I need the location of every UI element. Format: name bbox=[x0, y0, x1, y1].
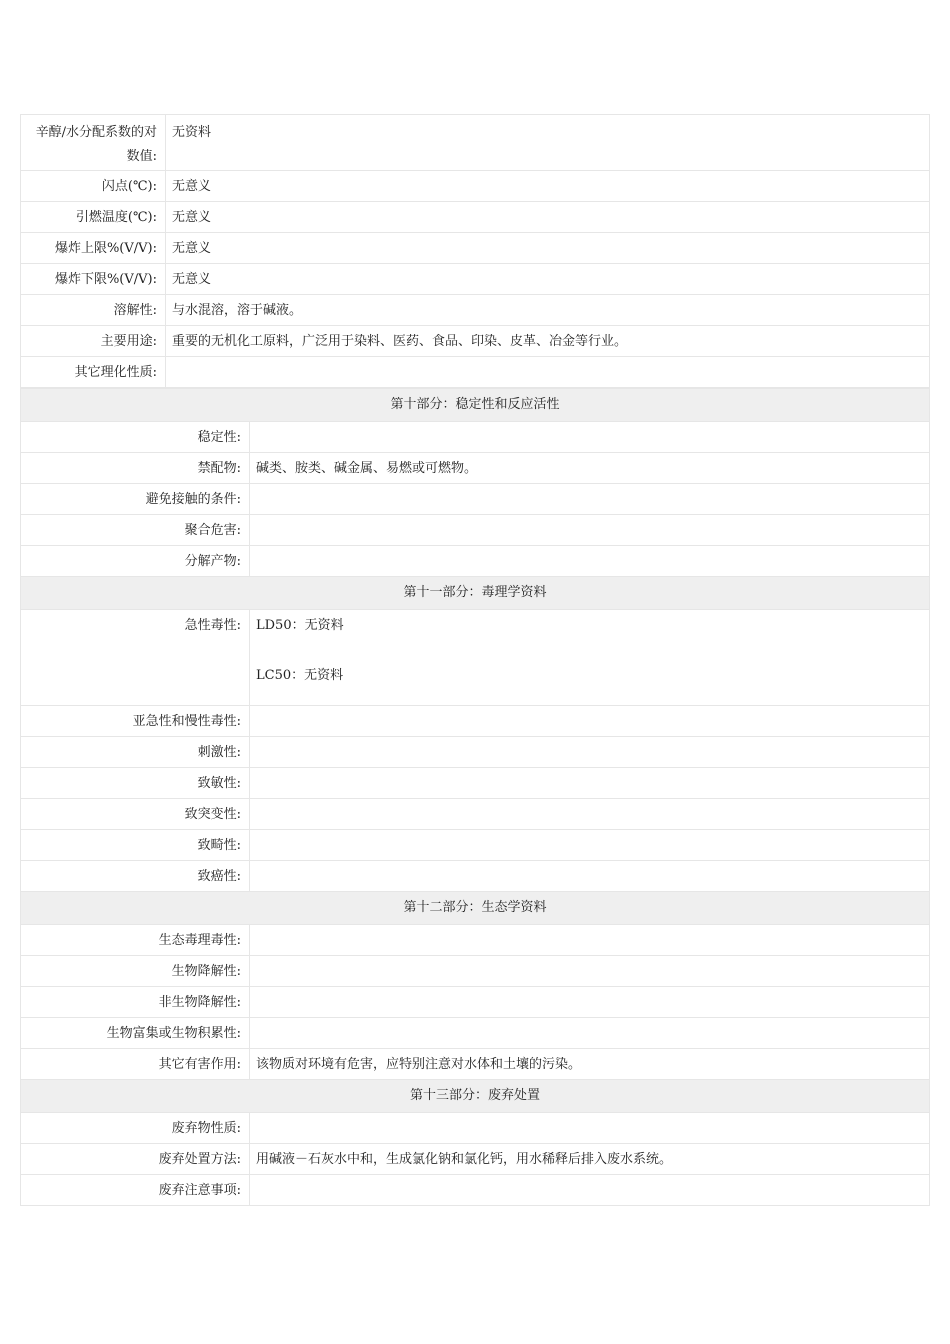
section-header bbox=[21, 389, 930, 422]
table-row bbox=[21, 546, 930, 577]
ld50-value: LD50：无资料 bbox=[256, 618, 344, 633]
properties-table bbox=[20, 114, 930, 388]
section-header bbox=[21, 1080, 930, 1113]
spacer bbox=[256, 638, 923, 664]
field-value bbox=[250, 1113, 930, 1144]
field-label: 致突变性: bbox=[21, 799, 250, 830]
field-value bbox=[250, 987, 930, 1018]
field-value: 无意义 bbox=[166, 264, 930, 295]
field-value: 重要的无机化工原料，广泛用于染料、医药、食品、印染、皮革、冶金等行业。 bbox=[166, 326, 930, 357]
table-row bbox=[21, 799, 930, 830]
table-row bbox=[21, 956, 930, 987]
table-row bbox=[21, 1018, 930, 1049]
table-row bbox=[21, 1144, 930, 1175]
field-value bbox=[250, 861, 930, 892]
field-value bbox=[250, 484, 930, 515]
field-label: 生物富集或生物积累性: bbox=[21, 1018, 250, 1049]
table-row bbox=[21, 422, 930, 453]
field-label: 废弃物性质: bbox=[21, 1113, 250, 1144]
table-row bbox=[21, 987, 930, 1018]
field-value: 与水混溶，溶于碱液。 bbox=[166, 295, 930, 326]
field-value: 该物质对环境有危害，应特别注意对水体和土壤的污染。 bbox=[250, 1049, 930, 1080]
field-label: 稳定性: bbox=[21, 422, 250, 453]
table-row bbox=[21, 264, 930, 295]
field-label: 致癌性: bbox=[21, 861, 250, 892]
table-row bbox=[21, 1113, 930, 1144]
table-row bbox=[21, 706, 930, 737]
field-label: 致畸性: bbox=[21, 830, 250, 861]
field-label: 避免接触的条件: bbox=[21, 484, 250, 515]
field-value: 无意义 bbox=[166, 233, 930, 264]
section-title: 第十三部分：废弃处置 bbox=[21, 1080, 930, 1113]
field-label: 闪点(℃): bbox=[21, 171, 166, 202]
field-label: 溶解性: bbox=[21, 295, 166, 326]
field-value: 无意义 bbox=[166, 171, 930, 202]
field-label: 主要用途: bbox=[21, 326, 166, 357]
section-title: 第十二部分：生态学资料 bbox=[21, 892, 930, 925]
field-value bbox=[250, 768, 930, 799]
field-value bbox=[250, 737, 930, 768]
field-label: 致敏性: bbox=[21, 768, 250, 799]
table-row bbox=[21, 610, 930, 706]
field-label: 急性毒性: bbox=[21, 610, 250, 706]
field-value: 无意义 bbox=[166, 202, 930, 233]
field-value bbox=[250, 515, 930, 546]
table-row bbox=[21, 861, 930, 892]
table-row bbox=[21, 171, 930, 202]
lc50-value: LC50：无资料 bbox=[256, 668, 344, 683]
field-label: 废弃处置方法: bbox=[21, 1144, 250, 1175]
field-value bbox=[250, 610, 930, 706]
field-value: 碱类、胺类、碱金属、易燃或可燃物。 bbox=[250, 453, 930, 484]
field-value bbox=[250, 546, 930, 577]
table-row bbox=[21, 326, 930, 357]
field-value bbox=[166, 357, 930, 388]
table-row bbox=[21, 202, 930, 233]
table-row bbox=[21, 357, 930, 388]
field-value bbox=[250, 830, 930, 861]
table-row bbox=[21, 295, 930, 326]
field-label: 分解产物: bbox=[21, 546, 250, 577]
field-label: 废弃注意事项: bbox=[21, 1175, 250, 1206]
section-header bbox=[21, 577, 930, 610]
section-title: 第十部分：稳定性和反应活性 bbox=[21, 389, 930, 422]
stability-table bbox=[20, 388, 930, 1206]
field-label: 亚急性和慢性毒性: bbox=[21, 706, 250, 737]
field-value bbox=[250, 956, 930, 987]
field-value: 无资料 bbox=[166, 115, 930, 171]
field-value bbox=[250, 1018, 930, 1049]
field-label: 刺激性: bbox=[21, 737, 250, 768]
table-row bbox=[21, 737, 930, 768]
field-value bbox=[250, 799, 930, 830]
table-row bbox=[21, 830, 930, 861]
field-label: 其它有害作用: bbox=[21, 1049, 250, 1080]
field-label: 爆炸下限%(V/V): bbox=[21, 264, 166, 295]
field-label: 其它理化性质: bbox=[21, 357, 166, 388]
field-label: 禁配物: bbox=[21, 453, 250, 484]
section-title: 第十一部分：毒理学资料 bbox=[21, 577, 930, 610]
field-label: 生态毒理毒性: bbox=[21, 925, 250, 956]
table-row bbox=[21, 1175, 930, 1206]
table-row bbox=[21, 453, 930, 484]
table-row bbox=[21, 484, 930, 515]
field-value bbox=[250, 1175, 930, 1206]
field-label: 辛醇/水分配系数的对数值: bbox=[21, 115, 166, 171]
field-value bbox=[250, 422, 930, 453]
table-row bbox=[21, 515, 930, 546]
field-value: 用碱液－石灰水中和，生成氯化钠和氯化钙，用水稀释后排入废水系统。 bbox=[250, 1144, 930, 1175]
table-row bbox=[21, 768, 930, 799]
table-row bbox=[21, 1049, 930, 1080]
section-header bbox=[21, 892, 930, 925]
field-value bbox=[250, 925, 930, 956]
table-row bbox=[21, 233, 930, 264]
field-label: 非生物降解性: bbox=[21, 987, 250, 1018]
table-row bbox=[21, 115, 930, 171]
table-row bbox=[21, 925, 930, 956]
field-label: 引燃温度(℃): bbox=[21, 202, 166, 233]
field-label: 聚合危害: bbox=[21, 515, 250, 546]
msds-sheet bbox=[20, 114, 930, 1206]
field-label: 爆炸上限%(V/V): bbox=[21, 233, 166, 264]
field-label: 生物降解性: bbox=[21, 956, 250, 987]
field-value bbox=[250, 706, 930, 737]
